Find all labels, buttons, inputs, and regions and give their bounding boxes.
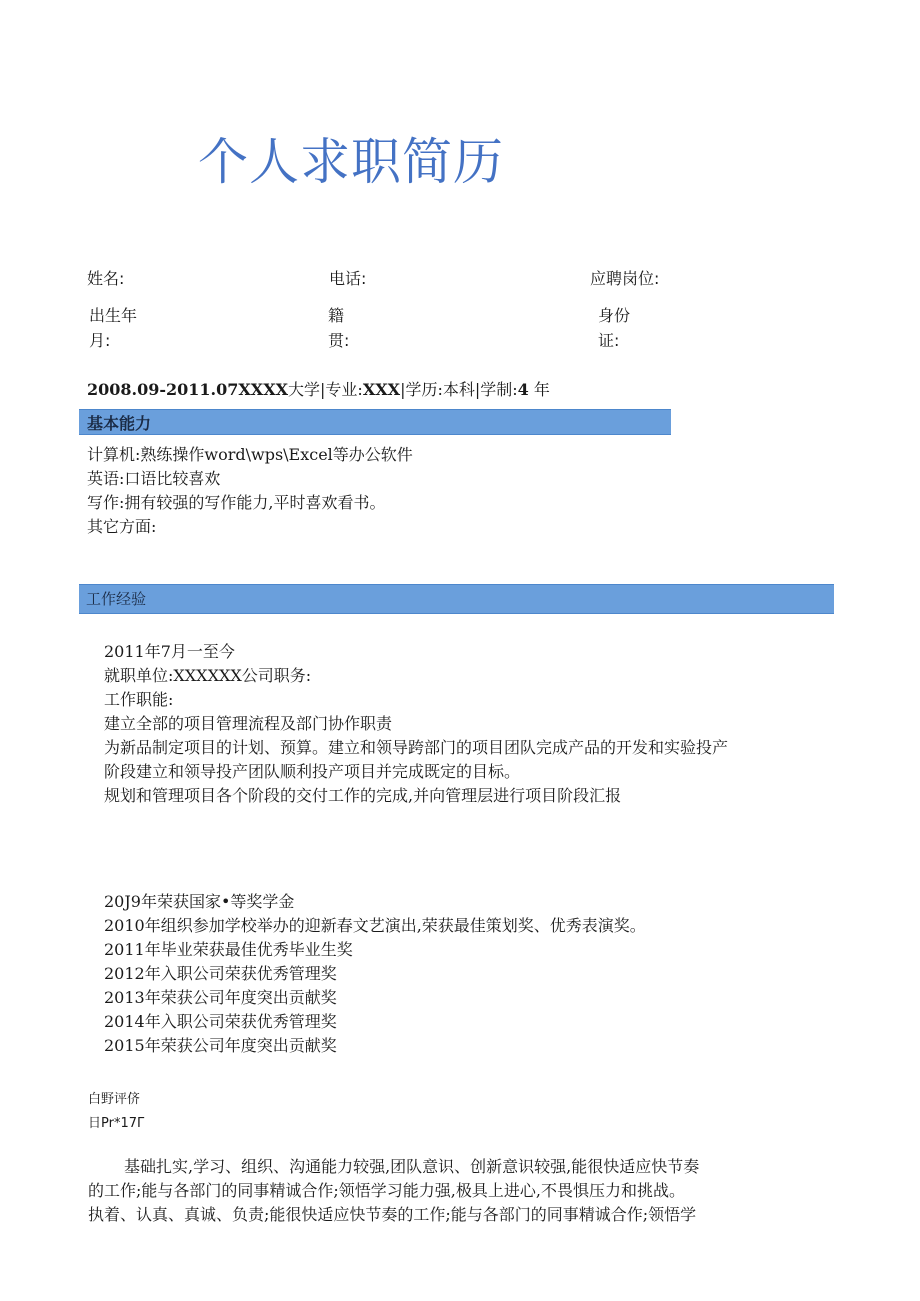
work-line: 工作职能: — [104, 690, 174, 709]
education-line — [87, 377, 550, 400]
award-item: 2010年组织参加学校举办的迎新春文艺演出,荣获最佳策划奖、优秀表演奖。 — [104, 916, 646, 935]
basic-ability-header-band — [79, 409, 671, 435]
work-experience-heading: 工作经验 — [86, 590, 147, 608]
education-years: 4 — [517, 380, 529, 399]
resume-title: 个人求职简历 — [198, 133, 504, 191]
award-item: 2015年荣获公司年度突出贡献奖 — [104, 1036, 337, 1055]
birth-label-line1: 出生年 — [89, 306, 138, 325]
work-line: 规划和管理项目各个阶段的交付工作的完成,并向管理层进行项目阶段汇报 — [104, 786, 622, 805]
education-school: 大学|专业: — [288, 380, 363, 399]
award-item: 2012年入职公司荣获优秀管理奖 — [104, 964, 337, 983]
education-years-unit: 年 — [533, 380, 550, 399]
work-line: 建立全部的项目管理流程及部门协作职责 — [104, 714, 393, 733]
position-label: 应聘岗位: — [590, 269, 660, 288]
education-dates: 2008.09-2011.07XXXX — [87, 380, 289, 399]
self-eval-line: 执着、认真、真诚、负责;能很快适应快节奏的工作;能与各部门的同事精诚合作;领悟学 — [88, 1205, 697, 1224]
native-label-line2: 贯: — [328, 331, 350, 350]
work-line: 2011年7月一至今 — [104, 642, 235, 661]
work-line: 就职单位:XXXXXX公司职务: — [104, 666, 312, 685]
award-item: 2013年荣获公司年度突出贡献奖 — [104, 988, 337, 1007]
work-line: 阶段建立和领导投产团队顺利投产项目并完成既定的目标。 — [104, 762, 521, 781]
native-label-line1: 籍 — [328, 306, 345, 325]
work-experience-header-band — [79, 584, 834, 614]
award-item: 20J9年荣获国家•等奖学金 — [104, 892, 295, 911]
id-label-line2: 证: — [598, 331, 620, 350]
work-line: 为新品制定项目的计划、预算。建立和领导跨部门的项目团队完成产品的开发和实验投产 — [104, 738, 729, 757]
self-eval-line: 的工作;能与各部门的同事精诚合作;领悟学习能力强,极具上进心,不畏惧压力和挑战。 — [88, 1181, 685, 1200]
education-major: XXX — [362, 380, 401, 399]
phone-label: 电话: — [329, 269, 367, 288]
self-eval-line: 基础扎实,学习、组织、沟通能力较强,团队意识、创新意识较强,能很快适应快节奏 — [124, 1157, 700, 1176]
ability-item: 计算机:熟练操作word\wps\Excel等办公软件 — [87, 445, 413, 464]
self-eval-subheading: 日Pr*17Γ — [88, 1116, 145, 1131]
education-degree: |学历:本科|学制: — [400, 380, 518, 399]
birth-label-line2: 月: — [89, 331, 111, 350]
award-item: 2014年入职公司荣获优秀管理奖 — [104, 1012, 337, 1031]
ability-item: 英语:口语比较喜欢 — [87, 469, 221, 488]
award-item: 2011年毕业荣获最佳优秀毕业生奖 — [104, 940, 353, 959]
basic-ability-heading: 基本能力 — [87, 414, 152, 433]
ability-item: 其它方面: — [87, 517, 157, 536]
name-label: 姓名: — [87, 269, 125, 288]
self-eval-heading: 白野评侪 — [88, 1092, 141, 1107]
ability-item: 写作:拥有较强的写作能力,平时喜欢看书。 — [87, 493, 386, 512]
id-label-line1: 身份 — [598, 306, 631, 325]
